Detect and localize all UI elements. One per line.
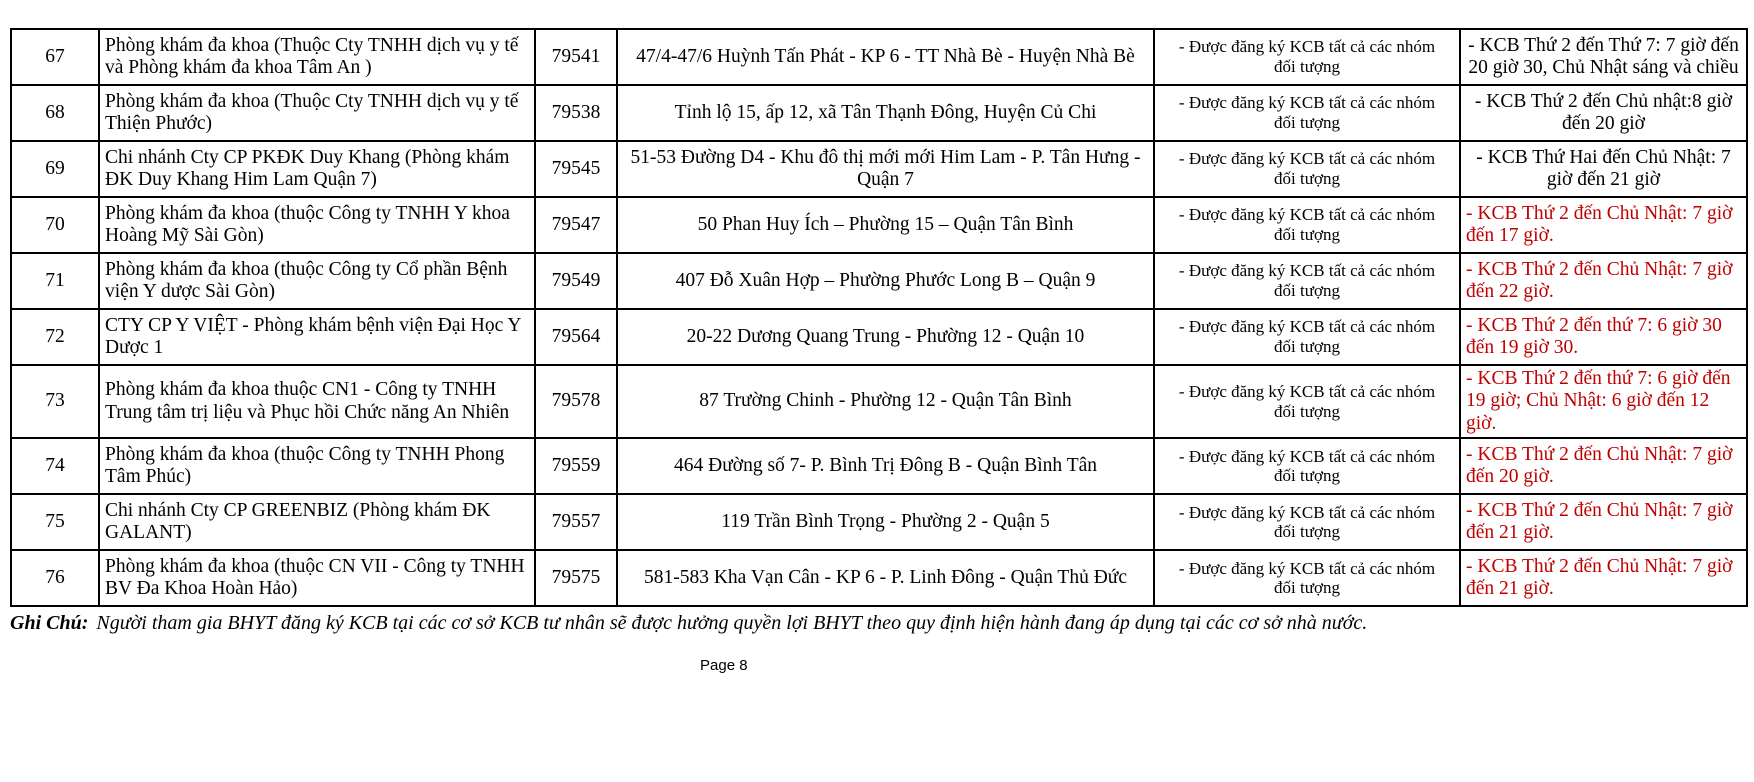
footer-note — [10, 612, 1746, 635]
clinic-code-cell: 79541 — [535, 29, 617, 85]
table-row — [11, 438, 1747, 494]
clinic-name-cell: Phòng khám đa khoa thuộc CN1 - Công ty TNHH Trung tâm trị liệu và Phục hồi Chức năng An Nhiên — [99, 365, 535, 438]
clinic-address-cell: 50 Phan Huy Ích – Phường 15 – Quận Tân Bình — [617, 197, 1154, 253]
page-number: Page 8 — [700, 657, 748, 675]
table-row — [11, 29, 1747, 85]
clinic-address-cell: 581-583 Kha Vạn Cân - KP 6 - P. Linh Đông - Quận Thủ Đức — [617, 550, 1154, 606]
registration-cell: - Được đăng ký KCB tất cả các nhóm đối tượng — [1154, 365, 1460, 438]
clinic-address-cell: Tỉnh lộ 15, ấp 12, xã Tân Thạnh Đông, Huyện Củ Chi — [617, 85, 1154, 141]
clinic-address-cell: 20-22 Dương Quang Trung - Phường 12 - Quận 10 — [617, 309, 1154, 365]
row-number-cell: 69 — [11, 141, 99, 197]
clinic-address-cell: 119 Trần Bình Trọng - Phường 2 - Quận 5 — [617, 494, 1154, 550]
clinic-address-cell: 51-53 Đường D4 - Khu đô thị mới mới Him Lam - P. Tân Hưng - Quận 7 — [617, 141, 1154, 197]
clinic-name-cell: CTY CP Y VIỆT - Phòng khám bệnh viện Đại Học Y Dược 1 — [99, 309, 535, 365]
registration-cell: - Được đăng ký KCB tất cả các nhóm đối tượng — [1154, 494, 1460, 550]
registration-cell: - Được đăng ký KCB tất cả các nhóm đối tượng — [1154, 85, 1460, 141]
row-number-cell: 76 — [11, 550, 99, 606]
footer-note-text: Người tham gia BHYT đăng ký KCB tại các cơ sở KCB tư nhân sẽ được hưởng quyền lợi BHYT theo quy định hiện hành đang áp dụng tại các cơ sở nhà nước. — [96, 612, 1368, 635]
clinic-code-cell: 79564 — [535, 309, 617, 365]
table-row — [11, 141, 1747, 197]
table-row — [11, 197, 1747, 253]
footer-note-label: Ghi Chú: — [10, 612, 89, 635]
clinic-name-cell: Chi nhánh Cty CP PKĐK Duy Khang (Phòng khám ĐK Duy Khang Him Lam Quận 7) — [99, 141, 535, 197]
clinic-name-cell: Phòng khám đa khoa (Thuộc Cty TNHH dịch vụ y tế và Phòng khám đa khoa Tâm An ) — [99, 29, 535, 85]
row-number-cell: 67 — [11, 29, 99, 85]
row-number-cell: 72 — [11, 309, 99, 365]
clinic-table-body — [11, 29, 1747, 606]
clinic-name-cell: Phòng khám đa khoa (thuộc CN VII - Công ty TNHH BV Đa Khoa Hoàn Hảo) — [99, 550, 535, 606]
clinic-hours-cell: - KCB Thứ 2 đến Thứ 7: 7 giờ đến 20 giờ 30, Chủ Nhật sáng và chiều — [1460, 29, 1747, 85]
clinic-code-cell: 79549 — [535, 253, 617, 309]
clinic-name-cell: Phòng khám đa khoa (thuộc Công ty TNHH Y khoa Hoàng Mỹ Sài Gòn) — [99, 197, 535, 253]
registration-cell: - Được đăng ký KCB tất cả các nhóm đối tượng — [1154, 253, 1460, 309]
clinic-code-cell: 79557 — [535, 494, 617, 550]
clinic-address-cell: 47/4-47/6 Huỳnh Tấn Phát - KP 6 - TT Nhà Bè - Huyện Nhà Bè — [617, 29, 1154, 85]
table-row — [11, 253, 1747, 309]
row-number-cell: 68 — [11, 85, 99, 141]
clinic-code-cell: 79575 — [535, 550, 617, 606]
clinic-code-cell: 79538 — [535, 85, 617, 141]
clinic-hours-cell: - KCB Thứ 2 đến Chủ nhật:8 giờ đến 20 giờ — [1460, 85, 1747, 141]
clinic-hours-cell: - KCB Thứ 2 đến thứ 7: 6 giờ 30 đến 19 giờ 30. — [1460, 309, 1747, 365]
row-number-cell: 73 — [11, 365, 99, 438]
registration-cell: - Được đăng ký KCB tất cả các nhóm đối tượng — [1154, 197, 1460, 253]
clinic-name-cell: Phòng khám đa khoa (thuộc Công ty TNHH Phong Tâm Phúc) — [99, 438, 535, 494]
clinic-hours-cell: - KCB Thứ 2 đến thứ 7: 6 giờ đến 19 giờ; Chủ Nhật: 6 giờ đến 12 giờ. — [1460, 365, 1747, 438]
row-number-cell: 71 — [11, 253, 99, 309]
registration-cell: - Được đăng ký KCB tất cả các nhóm đối tượng — [1154, 29, 1460, 85]
clinic-hours-cell: - KCB Thứ 2 đến Chủ Nhật: 7 giờ đến 22 giờ. — [1460, 253, 1747, 309]
clinic-hours-cell: - KCB Thứ 2 đến Chủ Nhật: 7 giờ đến 20 giờ. — [1460, 438, 1747, 494]
table-row — [11, 85, 1747, 141]
row-number-cell: 70 — [11, 197, 99, 253]
clinic-address-cell: 407 Đỗ Xuân Hợp – Phường Phước Long B – Quận 9 — [617, 253, 1154, 309]
table-row — [11, 309, 1747, 365]
registration-cell: - Được đăng ký KCB tất cả các nhóm đối tượng — [1154, 309, 1460, 365]
clinic-address-cell: 464 Đường số 7- P. Bình Trị Đông B - Quận Bình Tân — [617, 438, 1154, 494]
clinic-name-cell: Phòng khám đa khoa (Thuộc Cty TNHH dịch vụ y tế Thiện Phước) — [99, 85, 535, 141]
clinic-hours-cell: - KCB Thứ Hai đến Chủ Nhật: 7 giờ đến 21 giờ — [1460, 141, 1747, 197]
clinic-hours-cell: - KCB Thứ 2 đến Chủ Nhật: 7 giờ đến 21 giờ. — [1460, 494, 1747, 550]
clinic-code-cell: 79559 — [535, 438, 617, 494]
row-number-cell: 75 — [11, 494, 99, 550]
registration-cell: - Được đăng ký KCB tất cả các nhóm đối tượng — [1154, 550, 1460, 606]
clinic-code-cell: 79547 — [535, 197, 617, 253]
clinic-name-cell: Phòng khám đa khoa (thuộc Công ty Cổ phần Bệnh viện Y dược Sài Gòn) — [99, 253, 535, 309]
clinic-hours-cell: - KCB Thứ 2 đến Chủ Nhật: 7 giờ đến 21 giờ. — [1460, 550, 1747, 606]
registration-cell: - Được đăng ký KCB tất cả các nhóm đối tượng — [1154, 141, 1460, 197]
table-row — [11, 550, 1747, 606]
clinic-code-cell: 79545 — [535, 141, 617, 197]
clinic-address-cell: 87 Trường Chinh - Phường 12 - Quận Tân Bình — [617, 365, 1154, 438]
clinic-code-cell: 79578 — [535, 365, 617, 438]
table-row — [11, 365, 1747, 438]
registration-cell: - Được đăng ký KCB tất cả các nhóm đối tượng — [1154, 438, 1460, 494]
clinic-hours-cell: - KCB Thứ 2 đến Chủ Nhật: 7 giờ đến 17 giờ. — [1460, 197, 1747, 253]
clinic-name-cell: Chi nhánh Cty CP GREENBIZ (Phòng khám ĐK GALANT) — [99, 494, 535, 550]
clinic-table — [10, 28, 1748, 607]
row-number-cell: 74 — [11, 438, 99, 494]
table-row — [11, 494, 1747, 550]
